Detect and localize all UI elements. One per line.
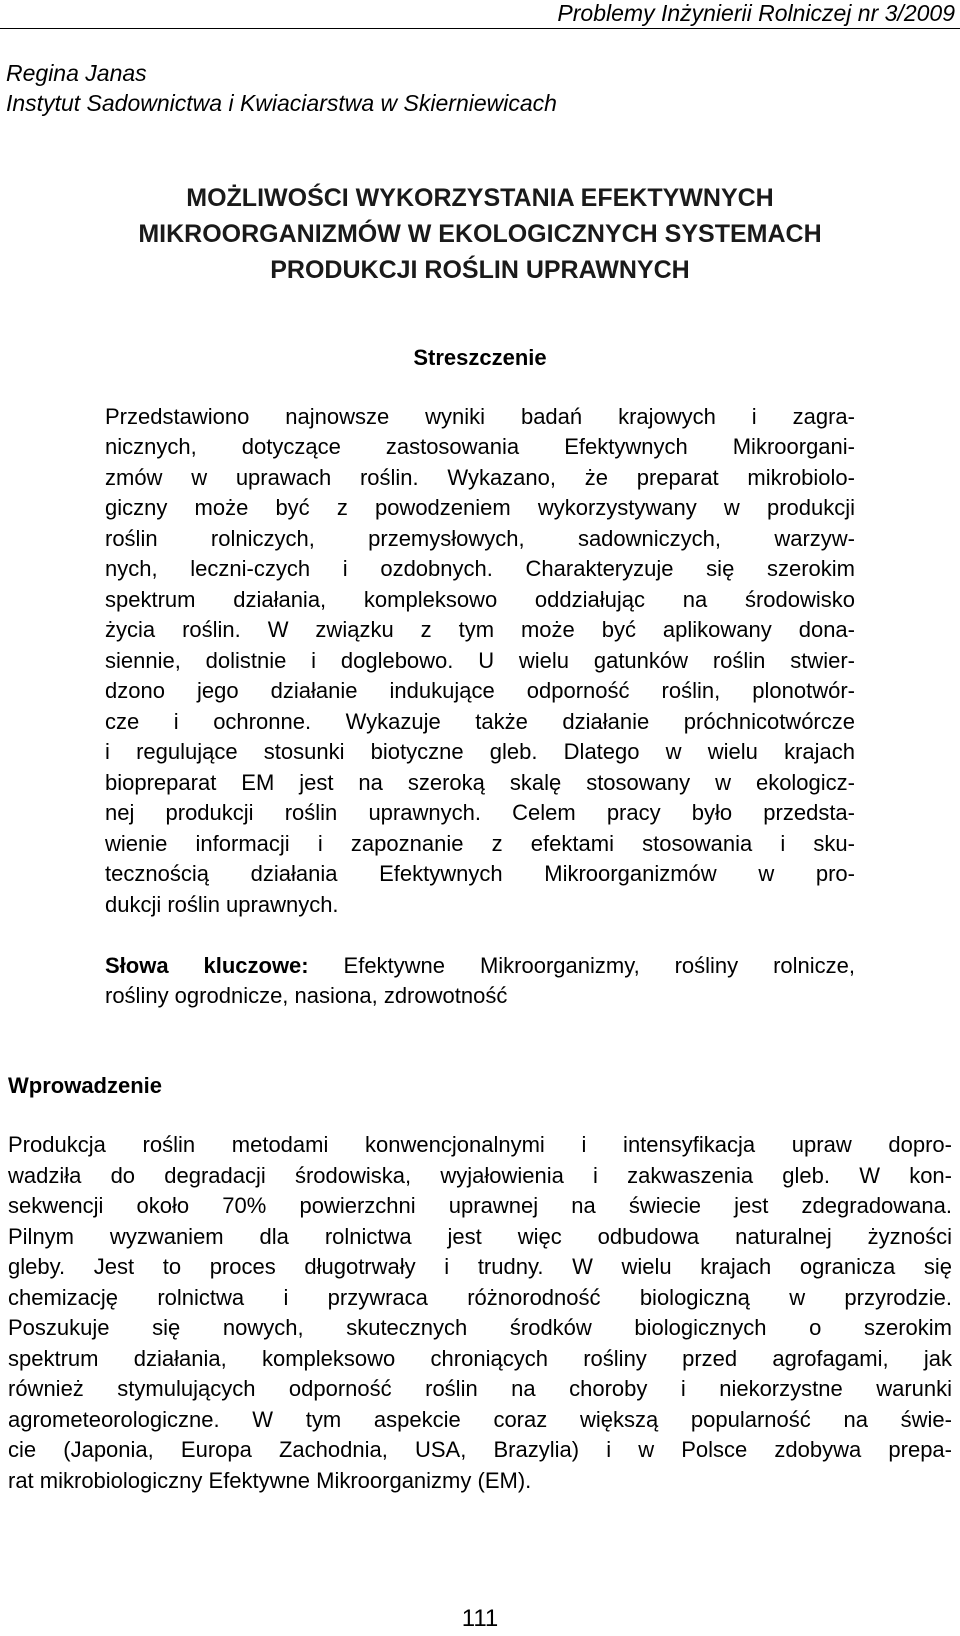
- body-line: agrometeorologiczne. W tym aspekcie coraz większą popularność na świe-: [8, 1407, 952, 1432]
- body-line: rat mikrobiologiczny Efektywne Mikroorganizmy (EM).: [8, 1468, 532, 1493]
- paper-title-line-3: PRODUKCJI ROŚLIN UPRAWNYCH: [270, 256, 690, 284]
- keywords-line-1: [105, 951, 855, 981]
- abstract-line: życia roślin. W związku z tym może być aplikowany dona-: [105, 617, 855, 642]
- body-line: Pilnym wyzwaniem dla rolnictwa jest więc odbudowa naturalnej żyzności: [8, 1224, 952, 1249]
- header-divider: [0, 28, 960, 29]
- body-line: cie (Japonia, Europa Zachodnia, USA, Brazylia) i w Polsce zdobywa prepa-: [8, 1437, 952, 1462]
- abstract-line: zmów w uprawach roślin. Wykazano, że preparat mikrobiolo-: [105, 465, 855, 490]
- introduction-heading: Wprowadzenie: [8, 1073, 163, 1098]
- abstract-line: tecznością działania Efektywnych Mikroorganizmów w pro-: [105, 861, 855, 886]
- body-line: spektrum działania, kompleksowo chroniących rośliny przed agrofagami, jak: [8, 1346, 952, 1371]
- body-line: gleby. Jest to proces długotrwały i trudny. W wielu krajach ogranicza się: [8, 1254, 952, 1279]
- abstract-line: i regulujące stosunki biotyczne gleb. Dlatego w wielu krajach: [105, 739, 855, 764]
- author-name: Regina Janas: [6, 60, 147, 86]
- abstract-line: dzono jego działanie indukujące odporność roślin, plonotwór-: [105, 678, 855, 703]
- abstract-line: nej produkcji roślin uprawnych. Celem pracy było przedsta-: [105, 800, 855, 825]
- abstract-line: biopreparat EM jest na szeroką skalę stosowany w ekologicz-: [105, 770, 855, 795]
- journal-header: Problemy Inżynierii Rolniczej nr 3/2009: [557, 0, 955, 26]
- author-affiliation: Instytut Sadownictwa i Kwiaciarstwa w Skierniewicach: [6, 90, 557, 116]
- paper-title-line-2: MIKROORGANIZMÓW W EKOLOGICZNYCH SYSTEMACH: [138, 220, 822, 248]
- abstract-line: cze i ochronne. Wykazuje także działanie próchnicotwórcze: [105, 709, 855, 734]
- abstract-line: siennie, dolistnie i doglebowo. U wielu gatunków roślin stwier-: [105, 648, 855, 673]
- abstract-line: nych, leczni-czych i ozdobnych. Charakteryzuje się szerokim: [105, 556, 855, 581]
- abstract-heading: Streszczenie: [413, 345, 547, 370]
- abstract-line: giczny może być z powodzeniem wykorzystywany w produkcji: [105, 495, 855, 520]
- page-number: 111: [461, 1605, 499, 1632]
- abstract-line: roślin rolniczych, przemysłowych, sadowniczych, warzyw-: [105, 526, 855, 551]
- abstract-line: wienie informacji i zapoznanie z efektami stosowania i sku-: [105, 831, 855, 856]
- abstract-line: dukcji roślin uprawnych.: [105, 892, 339, 917]
- body-line: Produkcja roślin metodami konwencjonalnymi i intensyfikacja upraw dopro-: [8, 1132, 952, 1157]
- abstract-line: Przedstawiono najnowsze wyniki badań krajowych i zagra-: [105, 404, 855, 429]
- body-line: również stymulujących odporność roślin na choroby i niekorzystne warunki: [8, 1376, 952, 1401]
- keywords-label: Słowa kluczowe:: [105, 953, 309, 978]
- paper-title-line-1: MOŻLIWOŚCI WYKORZYSTANIA EFEKTYWNYCH: [186, 184, 774, 212]
- abstract-line: nicznych, dotyczące zastosowania Efektywnych Mikroorgani-: [105, 434, 855, 459]
- keywords-line-2: rośliny ogrodnicze, nasiona, zdrowotność: [105, 983, 508, 1008]
- keywords-text: Efektywne Mikroorganizmy, rośliny rolnicze,: [308, 953, 855, 978]
- body-line: chemizację rolnictwa i przywraca różnorodność biologiczną w przyrodzie.: [8, 1285, 952, 1310]
- body-line: sekwencji około 70% powierzchni uprawnej na świecie jest zdegradowana.: [8, 1193, 952, 1218]
- abstract-line: spektrum działania, kompleksowo oddziałując na środowisko: [105, 587, 855, 612]
- body-line: Poszukuje się nowych, skutecznych środków biologicznych o szerokim: [8, 1315, 952, 1340]
- body-line: wadziła do degradacji środowiska, wyjałowienia i zakwaszenia gleb. W kon-: [8, 1163, 952, 1188]
